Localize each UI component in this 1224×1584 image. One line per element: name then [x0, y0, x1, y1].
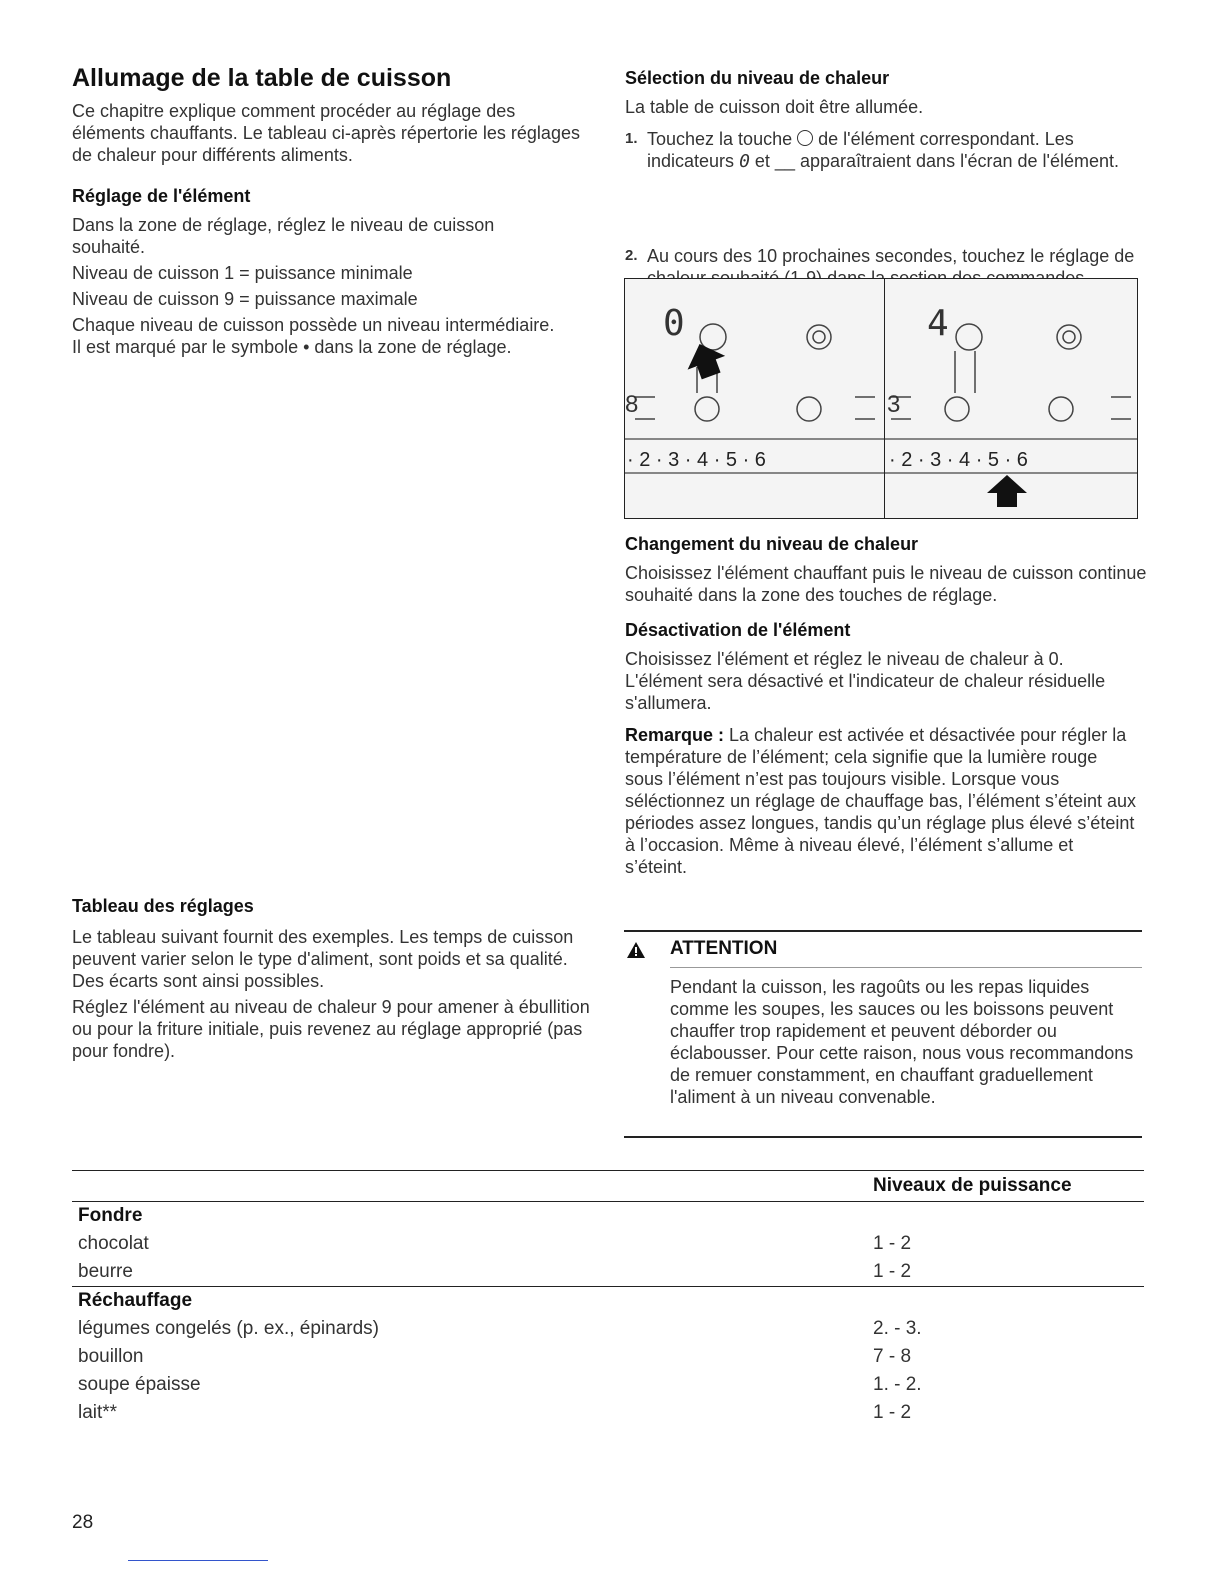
table-cell-food: lait** — [78, 1402, 118, 1423]
table-cell-level: 1 - 2 — [873, 1261, 912, 1282]
intro-paragraph: Ce chapitre explique comment procéder au réglage des éléments chauffants. Le tableau ci-après répertorie les réglages de chaleur pour différents aliments. — [72, 101, 580, 165]
table-header-levels: Niveaux de puissance — [873, 1175, 1072, 1196]
reglage-min: Niveau de cuisson 1 = puissance minimale — [72, 263, 413, 283]
settings-table — [72, 1170, 1144, 1427]
touch-key-circle-icon — [797, 130, 813, 146]
panel-left-side-digit: 8 — [625, 391, 639, 418]
remarque-paragraph — [625, 724, 1140, 878]
attention-divider — [670, 967, 1142, 968]
table-cell-level: 1 - 2 — [873, 1402, 912, 1423]
tableau-heading: Tableau des réglages — [72, 896, 254, 916]
control-panel-right — [885, 279, 1137, 518]
table-row — [72, 1315, 1144, 1343]
table-row — [72, 1399, 1144, 1427]
table-cell-food: bouillon — [78, 1346, 144, 1367]
table-cell-level: 1. - 2. — [873, 1374, 922, 1395]
attention-title: ATTENTION — [670, 938, 778, 959]
table-cell-food: beurre — [78, 1261, 133, 1282]
table-cell-food: légumes congelés (p. ex., épinards) — [78, 1318, 379, 1339]
selection-heading: Sélection du niveau de chaleur — [625, 68, 890, 88]
table-cell-food: chocolat — [78, 1233, 149, 1254]
panel-left-display: 0 — [663, 303, 685, 344]
step-1-text-c: et __ apparaîtraient dans l'écran de l'élément. — [754, 151, 1120, 171]
step-1-text-a: Touchez la touche — [647, 129, 793, 149]
footer-rule — [128, 1560, 268, 1561]
step-2-number: 2. — [625, 247, 638, 264]
step-1-number: 1. — [625, 130, 638, 147]
table-row — [72, 1343, 1144, 1371]
cooktop-control-figure — [624, 278, 1138, 519]
step-1 — [625, 128, 1142, 173]
step-2-text: Au cours des 10 prochaines secondes, touchez le réglage de — [647, 246, 1135, 266]
panel-left-scale: · 2 · 3 · 4 · 5 · 6 — [627, 449, 766, 471]
table-cell-level: 7 - 8 — [873, 1346, 912, 1367]
panel-right-drawing — [885, 279, 1137, 518]
reglage-heading: Réglage de l'élément — [72, 186, 251, 206]
desactivation-paragraph: Choisissez l'élément et réglez le niveau de chaleur à 0. L'élément sera désactivé et l'indicateur de chaleur résiduelle s'allumera. — [625, 649, 1106, 713]
page-title: Allumage de la table de cuisson — [72, 64, 452, 92]
selection-paragraph: La table de cuisson doit être allumée. — [625, 97, 924, 117]
panel-right-display: 4 — [927, 303, 949, 344]
desactivation-heading: Désactivation de l'élément — [625, 620, 851, 640]
attention-text: Pendant la cuisson, les ragoûts ou les repas liquides comme les soupes, les sauces ou les boissons peuvent chauffer trop rapidement et peuvent déborder ou éclabousser. Pour cette raison, nous vous recommandons de remuer constamment, en chauffant graduellement l'aliment à un niveau convenable. — [670, 977, 1134, 1107]
table-row — [72, 1371, 1144, 1399]
changement-paragraph: Choisissez l'élément chauffant puis le niveau de cuisson continue souhaité dans la zone des touches de réglage. — [625, 563, 1147, 605]
panel-right-side-digit: 3 — [887, 391, 901, 418]
table-category: Fondre — [78, 1205, 143, 1226]
table-category: Réchauffage — [78, 1290, 193, 1311]
attention-top-rule — [624, 930, 1142, 932]
reglage-max: Niveau de cuisson 9 = puissance maximale — [72, 289, 418, 309]
control-panel-left — [625, 279, 885, 518]
tableau-paragraph-2: Réglez l'élément au niveau de chaleur 9 pour amener à ébullition ou pour la friture initiale, puis revenez au réglage approprié (pas pour fondre). — [72, 997, 590, 1061]
table-row — [72, 1258, 1144, 1287]
page-number: 28 — [72, 1512, 94, 1533]
remarque-label: Remarque : — [625, 725, 725, 745]
zero-indicator-glyph: 0 — [739, 151, 750, 172]
changement-heading: Changement du niveau de chaleur — [625, 534, 919, 554]
table-cell-food: soupe épaisse — [78, 1374, 201, 1395]
reglage-paragraph-2: Chaque niveau de cuisson possède un niveau intermédiaire. Il est marqué par le symbole • dans la zone de réglage. — [72, 315, 555, 357]
panel-right-scale: · 2 · 3 · 4 · 5 · 6 — [889, 449, 1028, 471]
table-row — [72, 1230, 1144, 1258]
reglage-paragraph: Dans la zone de réglage, réglez le niveau de cuisson souhaité. — [72, 215, 495, 257]
table-cell-level: 1 - 2 — [873, 1233, 912, 1254]
table-cell-level: 2. - 3. — [873, 1318, 922, 1339]
warning-triangle-icon — [626, 941, 646, 959]
attention-bottom-rule — [624, 1136, 1142, 1138]
remarque-text: La chaleur est activée et désactivée pour régler la température de l’élément; cela signifie que la lumière rouge sous l’élément n’est pas toujours visible. Lorsque vous séléctionnez un réglage de chauffage bas, l’élément s’éteint aux périodes assez longues, tandis qu’un réglage plus élevé s’éteint à l’occasion. Même à niveau élevé, l’élément s’allume et s’éteint. — [625, 725, 1137, 877]
step-1-text-b: de l'élément correspondant. Les indicateurs — [647, 129, 1074, 171]
tableau-paragraph: Le tableau suivant fournit des exemples. Les temps de cuisson peuvent varier selon le type d'aliment, sont poids et sa qualité. Des écarts sont ainsi possibles. — [72, 927, 574, 991]
